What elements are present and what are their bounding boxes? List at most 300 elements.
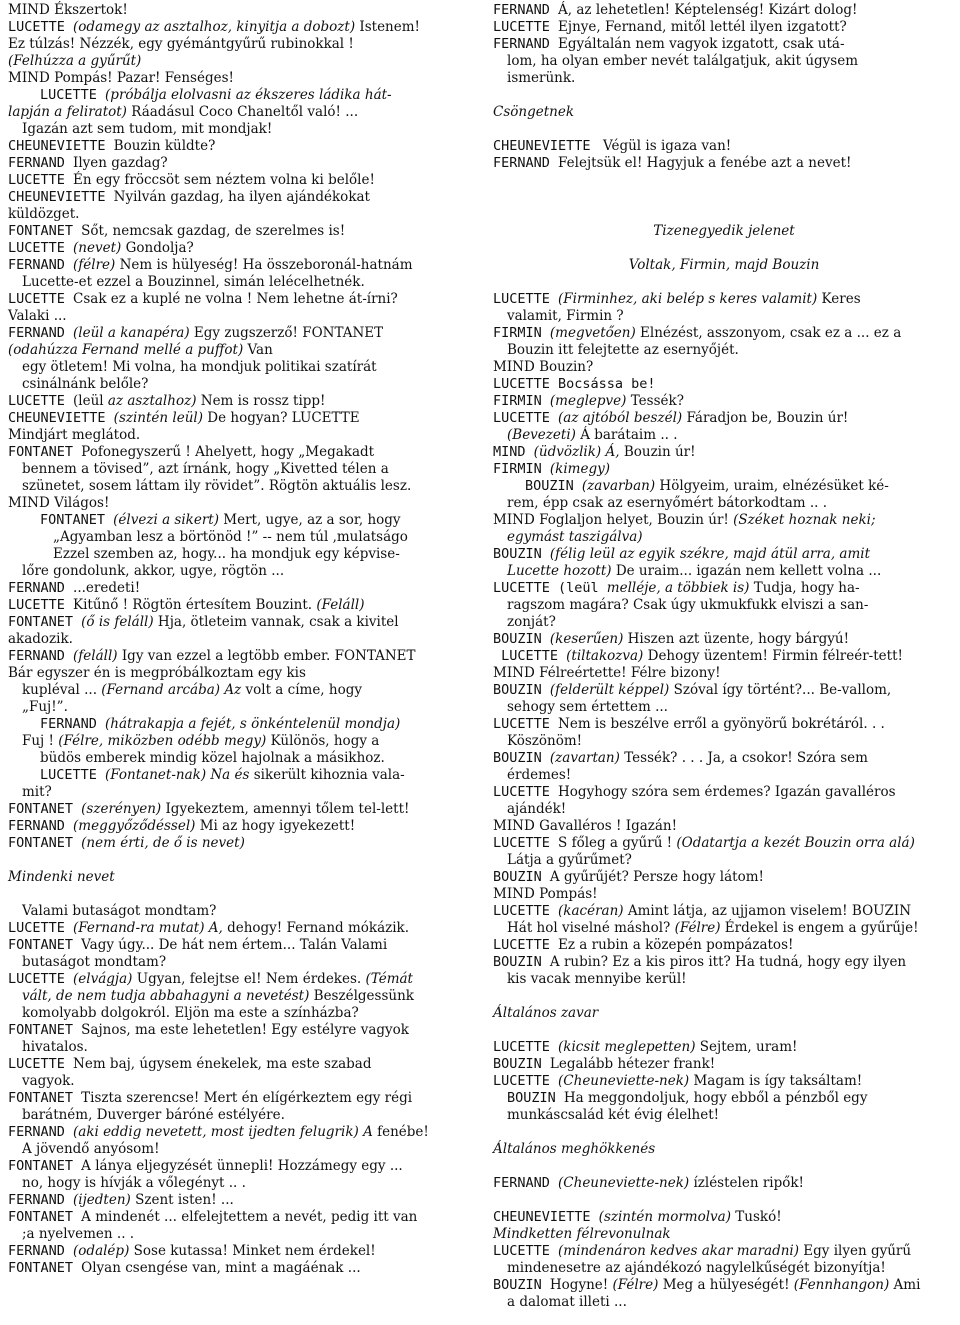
stage-direction: (élvezi a sikert) xyxy=(113,512,219,528)
stage-direction: lapján a feliratot) xyxy=(8,104,127,120)
script-line xyxy=(493,393,955,410)
speaker-name: FONTANET xyxy=(8,444,82,460)
dialogue-text: dehogy! Fernand mókázik. xyxy=(222,920,410,936)
script-line xyxy=(493,852,955,869)
stage-direction: (Témát xyxy=(365,971,413,987)
stage-direction: (nevet) xyxy=(73,240,122,256)
script-line xyxy=(493,410,955,427)
dialogue-text: lom, ha olyan ember nevét találgatjuk, akit úgysem xyxy=(507,53,859,69)
script-line xyxy=(493,529,955,546)
script-line xyxy=(8,1243,478,1260)
dialogue-text: Egyáltalán nem vagyok izgatott, csak utá- xyxy=(558,36,845,52)
script-line xyxy=(493,733,955,750)
speaker-name: LUCETTE Bocsássa be! xyxy=(493,376,656,392)
dialogue-text: Nem baj, úgysem énekelek, ma este szabad xyxy=(73,1056,372,1072)
speaker-name: LUCETTE xyxy=(8,172,74,188)
speaker-name: CHEUNEVIETTE xyxy=(8,410,114,426)
stage-direction: (nem érti, de ő is nevet) xyxy=(81,835,245,851)
dialogue-text: Valaki ... xyxy=(8,308,67,324)
stage-direction: (ijedten) xyxy=(73,1192,131,1208)
blank-line xyxy=(493,240,955,257)
script-line xyxy=(8,1056,478,1073)
script-line xyxy=(493,682,955,699)
script-line xyxy=(493,1277,955,1294)
script-line xyxy=(493,716,955,733)
dialogue-text: egy ötletem! Mi volna, ha mondjuk politikai szatírát xyxy=(22,359,377,375)
stage-direction: (Felhúzza a gyűrűt) xyxy=(8,53,142,69)
dialogue-text: Hát hol viselné máshol? xyxy=(507,920,675,936)
stage-direction: (Fontanet-nak) Na és xyxy=(105,767,250,783)
speaker-name: LUCETTE xyxy=(8,597,74,613)
dialogue-text: Tudja, hogy ha- xyxy=(749,580,860,596)
speaker-name: LUCETTE xyxy=(40,87,106,103)
script-line xyxy=(493,1260,955,1277)
script-line xyxy=(8,1141,478,1158)
script-line xyxy=(8,104,478,121)
dialogue-text: Olyan csengése van, mint a magáénak ... xyxy=(81,1260,361,1276)
dialogue-text: Beszélgessünk xyxy=(309,988,414,1004)
blank-line xyxy=(493,274,955,291)
dialogue-text: Valami butaságot mondtam? xyxy=(22,903,217,919)
speaker-name: LUCETTE xyxy=(8,291,74,307)
dialogue-text: Bouzin itt felejtette az esernyőjét. xyxy=(507,342,739,358)
script-line xyxy=(8,699,478,716)
script-line xyxy=(8,1107,478,1124)
script-line xyxy=(493,325,955,342)
stage-direction: egymást taszigálva) xyxy=(507,529,643,545)
speaker-name: FERNAND xyxy=(8,648,74,664)
dialogue-text: Pofonegyszerű ! Ahelyett, hogy „Megakadt xyxy=(81,444,375,460)
dialogue-text: hivatalos. xyxy=(22,1039,88,1055)
script-line xyxy=(493,1090,955,1107)
dialogue-text: valamit, Firmin ? xyxy=(507,308,624,324)
speaker-name: BOUZIN xyxy=(493,546,550,562)
script-line xyxy=(8,954,478,971)
script-line xyxy=(8,1158,478,1175)
dialogue-text: Felejtsük el! Hagyjuk a fenébe azt a nevet! xyxy=(558,155,852,171)
script-line xyxy=(8,172,478,189)
speaker-name: LUCETTE xyxy=(493,784,559,800)
stage-direction: Csöngetnek xyxy=(493,104,574,120)
dialogue-text: ;a nyelvemen .. . xyxy=(22,1226,135,1242)
speaker-name: FERNAND xyxy=(493,36,559,52)
script-line xyxy=(8,19,478,36)
dialogue-text: no, hogy is hívják a vőlegényt .. . xyxy=(22,1175,246,1191)
speaker-name: FONTANET xyxy=(8,1209,82,1225)
dialogue-text: Sajnos, ma este lehetetlen! Egy estélyre vagyok xyxy=(81,1022,409,1038)
script-line xyxy=(493,784,955,801)
dialogue-text: Keres xyxy=(817,291,861,307)
dialogue-text: Egy ilyen gyűrű xyxy=(799,1243,912,1259)
script-line xyxy=(8,53,478,70)
stage-direction: Lucette hozott) xyxy=(507,563,612,579)
stage-direction: (aki eddig nevetett, most ijedten felugrik) A xyxy=(73,1124,373,1140)
stage-direction: (Firminhez, aki belép s keres valamit) xyxy=(558,291,818,307)
speaker-name: BOUZIN xyxy=(507,1090,564,1106)
dialogue-text: Mert, ugye, az a sor, hogy xyxy=(218,512,401,528)
dialogue-text: kis vacak mennyibe kerül! xyxy=(507,971,687,987)
speaker-name: LUCETTE xyxy=(493,291,559,307)
script-line xyxy=(8,359,478,376)
stage-direction: (tiltakozva) xyxy=(566,648,644,664)
speaker-name: FIRMIN xyxy=(493,461,550,477)
dialogue-text: Ilyen gazdag? xyxy=(73,155,168,171)
dialogue-text: Bouzin úr! xyxy=(619,444,696,460)
blank-line xyxy=(493,1192,955,1209)
dialogue-text: barátném, Duverger báróné estélyére. xyxy=(22,1107,285,1123)
dialogue-text: Magam is így taksáltam! xyxy=(689,1073,863,1089)
speaker-name: FONTANET xyxy=(8,937,82,953)
dialogue-text: Fuj ! xyxy=(22,733,59,749)
script-line xyxy=(8,461,478,478)
speaker-name: FIRMIN xyxy=(493,393,550,409)
dialogue-text: zonját? xyxy=(507,614,556,630)
dialogue-text: Mindjárt meglátod. xyxy=(8,427,141,443)
dialogue-text: Hiszen azt üzente, hogy bárgyú! xyxy=(623,631,850,647)
script-line xyxy=(8,206,478,223)
dialogue-text: ismerünk. xyxy=(507,70,576,86)
script-line xyxy=(8,240,478,257)
stage-direction: (üdvözlik) Á, xyxy=(533,444,620,460)
script-line xyxy=(8,308,478,325)
script-line xyxy=(8,529,478,546)
stage-direction: (Félre) xyxy=(612,1277,659,1293)
dialogue-text: Különös, hogy a xyxy=(266,733,380,749)
dialogue-text: A lánya eljegyzését ünnepli! Hozzámegy egy ... xyxy=(81,1158,403,1174)
speaker-name: BOUZIN xyxy=(493,750,550,766)
stage-direction: (Fernand arcába) Az xyxy=(101,682,242,698)
speaker-name: LUCETTE xyxy=(8,920,74,936)
script-line xyxy=(493,478,955,495)
dialogue-text: Tessék? . . . Ja, a csokor! Szóra sem xyxy=(619,750,868,766)
script-line xyxy=(8,971,478,988)
dialogue-text: Á barátaim .. . xyxy=(575,427,678,443)
dialogue-text: ragszom magára? Csak úgy ukmukfukk elviszi a san- xyxy=(507,597,869,613)
stage-direction: (Fernand-ra mutat) A, xyxy=(73,920,223,936)
dialogue-text: Vagy úgy... De hát nem értem... Talán Valami xyxy=(81,937,388,953)
dialogue-text: Nem is rossz tipp! xyxy=(196,393,326,409)
speaker-name: LUCETTE xyxy=(493,1073,559,1089)
stage-direction: Általános zavar xyxy=(493,1005,599,1021)
blank-line xyxy=(493,988,955,1005)
script-line xyxy=(8,342,478,359)
dialogue-text: Végül is igaza van! xyxy=(598,138,732,154)
script-line xyxy=(8,393,478,410)
dialogue-text: ízléstelen ripők! xyxy=(689,1175,804,1191)
script-line xyxy=(493,580,955,597)
right-column xyxy=(493,2,955,1311)
script-line xyxy=(493,750,955,767)
script-line xyxy=(493,138,955,155)
stage-direction: (Fennhangon) xyxy=(793,1277,890,1293)
dialogue-text: Igyekeztem, amennyi tőlem tel-lett! xyxy=(161,801,410,817)
speaker-name: BOUZIN xyxy=(493,869,550,885)
dialogue-text: Ráadásul Coco Chaneltől való! ... xyxy=(126,104,359,120)
stage-direction: (megvetően) xyxy=(549,325,636,341)
dialogue-text: sehogy sem értettem ... xyxy=(507,699,668,715)
stage-direction: (zavartan) xyxy=(549,750,620,766)
speaker-name: FONTANET xyxy=(8,223,82,239)
dialogue-text: Hogyhogy szóra sem érdemes? Igazán gavalléros xyxy=(558,784,896,800)
script-line xyxy=(493,1005,955,1022)
script-line xyxy=(8,376,478,393)
stage-direction: vált, de nem tudja abbahagyni a nevetést) xyxy=(22,988,310,1004)
script-line xyxy=(8,614,478,631)
stage-direction: (leül a kanapéra) xyxy=(73,325,190,341)
speaker-name: FERNAND xyxy=(8,1243,74,1259)
dialogue-text: Van xyxy=(243,342,273,358)
speaker-name: FERNAND xyxy=(8,1124,74,1140)
script-line xyxy=(8,1073,478,1090)
script-line xyxy=(493,801,955,818)
dialogue-text: Tessék? xyxy=(626,393,684,409)
speaker-name: FIRMIN xyxy=(493,325,550,341)
stage-direction: az asztalhoz) xyxy=(107,393,197,409)
script-line xyxy=(8,716,478,733)
dialogue-text: Nem is hülyeség! Ha összeboronál-hatnám xyxy=(115,257,413,273)
script-line xyxy=(8,427,478,444)
stage-direction: (odamegy az asztalhoz, kinyitja a dobozt) xyxy=(73,19,356,35)
dialogue-text: Látja a gyűrűmet? xyxy=(507,852,632,868)
script-line xyxy=(8,1090,478,1107)
dialogue-text: Ez túlzás! Nézzék, egy gyémántgyűrű rubinokkal ! xyxy=(8,36,354,52)
dialogue-text: ajándék! xyxy=(507,801,567,817)
dialogue-text: MIND Foglaljon helyet, Bouzin úr! xyxy=(493,512,734,528)
script-line xyxy=(493,104,955,121)
script-line xyxy=(8,257,478,274)
dialogue-text: MIND Félreértette! Félre bizony! xyxy=(493,665,721,681)
script-line xyxy=(8,189,478,206)
script-line xyxy=(8,1124,478,1141)
stage-direction: Általános meghökkenés xyxy=(493,1141,656,1157)
script-line xyxy=(493,2,955,19)
speaker-name: FERNAND xyxy=(40,716,106,732)
dialogue-text: küldözget. xyxy=(8,206,80,222)
speaker-name: LUCETTE xyxy=(8,19,74,35)
speaker-name: BOUZIN xyxy=(493,1056,550,1072)
speaker-name: LUCETTE xyxy=(493,937,559,953)
dialogue-text: Én egy fröccsöt sem néztem volna ki belőle! xyxy=(73,172,375,188)
dialogue-text: Egy zugszerző! FONTANET xyxy=(189,325,384,341)
script-line xyxy=(8,580,478,597)
dialogue-text: szünetet, sosem láttam ily rövidet”. Rögtön aktuális lesz. xyxy=(22,478,412,494)
script-line xyxy=(493,257,955,274)
stage-direction: (Széket hoznak neki; xyxy=(733,512,876,528)
script-line xyxy=(8,138,478,155)
script-line xyxy=(493,767,955,784)
script-line xyxy=(8,512,478,529)
dialogue-text: Nyilván gazdag, ha ilyen ajándékokat xyxy=(113,189,370,205)
dialogue-text: Dehogy üzentem! Firmin félreér-tett! xyxy=(643,648,903,664)
dialogue-text: ...eredeti! xyxy=(73,580,141,596)
speaker-name: LUCETTE xyxy=(493,648,567,664)
dialogue-text: fenébe! xyxy=(372,1124,429,1140)
script-line xyxy=(8,903,478,920)
stage-direction: (ő is feláll) xyxy=(81,614,154,630)
dialogue-text: Kitűnő ! Rögtön értesítem Bouzint. xyxy=(73,597,317,613)
script-line xyxy=(8,274,478,291)
dialogue-text: MIND Világos! xyxy=(8,495,110,511)
dialogue-text: Istenem! xyxy=(355,19,420,35)
speaker-name: FERNAND xyxy=(493,1175,559,1191)
script-line xyxy=(8,801,478,818)
dialogue-text: bennem a tövised”, azt írnánk, hogy „Kivetted télen a xyxy=(22,461,389,477)
dialogue-text: S főleg a gyűrű ! xyxy=(558,835,677,851)
script-line xyxy=(493,36,955,53)
script-line xyxy=(8,1039,478,1056)
stage-direction: (az ajtóból beszél) xyxy=(558,410,683,426)
script-line xyxy=(493,342,955,359)
stage-direction: (szintén leül) xyxy=(113,410,203,426)
script-line xyxy=(493,1107,955,1124)
speaker-name: BOUZIN xyxy=(493,954,550,970)
script-line xyxy=(493,648,955,665)
dialogue-text: kupléval ... xyxy=(22,682,102,698)
speaker-name: LUCETTE xyxy=(493,903,559,919)
script-line xyxy=(8,937,478,954)
speaker-name: LUCETTE (leül xyxy=(493,580,607,596)
stage-direction: (Feláll) xyxy=(316,597,365,613)
speaker-name: LUCETTE xyxy=(493,1243,559,1259)
stage-direction: (Cheuneviette-nek) xyxy=(558,1175,690,1191)
script-line xyxy=(493,937,955,954)
dialogue-text: MIND Pompás! xyxy=(493,886,598,902)
dialogue-text: vagyok. xyxy=(22,1073,75,1089)
script-line xyxy=(493,512,955,529)
script-line xyxy=(8,784,478,801)
speaker-name: FERNAND xyxy=(493,155,559,171)
stage-direction: (odahúzza Fernand mellé a puffot) xyxy=(8,342,244,358)
speaker-name: FONTANET xyxy=(8,1022,82,1038)
stage-direction: (meggyőződéssel) xyxy=(73,818,196,834)
dialogue-text: butaságot mondtam? xyxy=(22,954,167,970)
script-line xyxy=(8,869,478,886)
script-line xyxy=(493,903,955,920)
script-line xyxy=(8,36,478,53)
dialogue-text: Szent isten! ... xyxy=(130,1192,234,1208)
script-line xyxy=(8,597,478,614)
blank-line xyxy=(8,852,478,869)
stage-direction: (Cheuneviette-nek) xyxy=(558,1073,690,1089)
speaker-name: FERNAND xyxy=(8,257,74,273)
script-line xyxy=(493,835,955,852)
stage-direction: (meglepve) xyxy=(549,393,627,409)
dialogue-text: Szóval így történt?... Be-vallom, xyxy=(669,682,892,698)
dialogue-text: rem, épp csak az esernyőmért bátorkodtam .. . xyxy=(507,495,827,511)
script-line xyxy=(493,1056,955,1073)
stage-direction: (kacéran) xyxy=(558,903,624,919)
script-line xyxy=(493,699,955,716)
script-line xyxy=(8,291,478,308)
speaker-name: LUCETTE xyxy=(493,835,559,851)
script-line xyxy=(493,376,955,393)
stage-direction: (odalép) xyxy=(73,1243,130,1259)
script-line xyxy=(8,1022,478,1039)
dialogue-text: komolyabb dolgokról. Eljön ma este a színházba? xyxy=(22,1005,359,1021)
stage-direction: (Félre, miközben odébb megy) xyxy=(58,733,267,749)
script-line xyxy=(8,988,478,1005)
script-line xyxy=(8,444,478,461)
speaker-name: MIND xyxy=(493,444,534,460)
script-line xyxy=(493,495,955,512)
speaker-name: BOUZIN xyxy=(493,682,550,698)
stage-direction: (feláll) xyxy=(73,648,118,664)
dialogue-text: Gondolja? xyxy=(121,240,194,256)
script-line xyxy=(8,87,478,104)
script-line xyxy=(8,495,478,512)
dialogue-text: mit? xyxy=(22,784,52,800)
script-line xyxy=(8,325,478,342)
speaker-name: FONTANET xyxy=(40,512,114,528)
dialogue-text: Igazán azt sem tudom, mit mondjak! xyxy=(22,121,273,137)
script-line xyxy=(493,223,955,240)
stage-direction: (zavarban) xyxy=(581,478,656,494)
dialogue-text: Hogyne! xyxy=(549,1277,613,1293)
stage-direction: (mindenáron kedves akar maradni) xyxy=(558,1243,799,1259)
speaker-name: FERNAND xyxy=(8,325,74,341)
dialogue-text: Nem is beszélve erről a gyönyörű bokrétáról. . . xyxy=(558,716,885,732)
script-line xyxy=(493,444,955,461)
script-line xyxy=(493,869,955,886)
dialogue-text: Csak ez a kuplé ne volna ! Nem lehetne át-írni? xyxy=(73,291,398,307)
script-line xyxy=(493,1073,955,1090)
speaker-name: FONTANET xyxy=(8,1090,82,1106)
script-line xyxy=(8,223,478,240)
script-line xyxy=(8,631,478,648)
script-line xyxy=(8,478,478,495)
speaker-name: FONTANET xyxy=(8,614,82,630)
stage-direction: (Bevezeti) xyxy=(507,427,576,443)
dialogue-text: MIND Pompás! Pazar! Fenséges! xyxy=(8,70,234,86)
speaker-name: CHEUNEVIETTE xyxy=(493,1209,599,1225)
speaker-name: FERNAND xyxy=(8,818,74,834)
speaker-name: LUCETTE xyxy=(40,767,106,783)
stage-direction: (felderült képpel) xyxy=(549,682,670,698)
dialogue-text: Köszönöm! xyxy=(507,733,583,749)
dialogue-text: Hölgyeim, uraim, elnézésüket ké- xyxy=(655,478,889,494)
dialogue-text: Ez a rubin a közepén pompázatos! xyxy=(558,937,794,953)
stage-direction: (Félre) xyxy=(674,920,721,936)
script-line xyxy=(8,410,478,427)
script-line xyxy=(493,155,955,172)
speaker-name: FONTANET xyxy=(8,801,82,817)
stage-direction: (kimegy) xyxy=(549,461,610,477)
script-line xyxy=(493,1209,955,1226)
speaker-name: CHEUNEVIETTE xyxy=(8,189,114,205)
script-line xyxy=(493,597,955,614)
script-line xyxy=(8,70,478,87)
speaker-name: FONTANET xyxy=(8,1158,82,1174)
speaker-name: BOUZIN xyxy=(493,631,550,647)
script-line xyxy=(493,546,955,563)
dialogue-text: a dalomat illeti ... xyxy=(507,1294,627,1310)
script-line xyxy=(8,665,478,682)
dialogue-text: Ami xyxy=(889,1277,921,1293)
stage-direction: (hátrakapja a fejét, s önkéntelenül mondja) xyxy=(105,716,401,732)
script-line xyxy=(493,818,955,835)
script-line xyxy=(493,1175,955,1192)
dialogue-text: Ejnye, Fernand, mitől lettél ilyen izgatott? xyxy=(558,19,847,35)
script-line xyxy=(493,1141,955,1158)
dialogue-text: Bár egyszer én is megpróbálkoztam egy kis xyxy=(8,665,306,681)
script-line xyxy=(8,1260,478,1277)
speaker-name: LUCETTE xyxy=(493,410,559,426)
script-line xyxy=(493,971,955,988)
dialogue-text: Igy van ezzel a legtöbb ember. FONTANET xyxy=(117,648,416,664)
speaker-name: FERNAND xyxy=(8,1192,74,1208)
script-line xyxy=(493,359,955,376)
dialogue-text: Lucette-et ezzel a Bouzinnel, simán lelécelhetnék. xyxy=(22,274,365,290)
